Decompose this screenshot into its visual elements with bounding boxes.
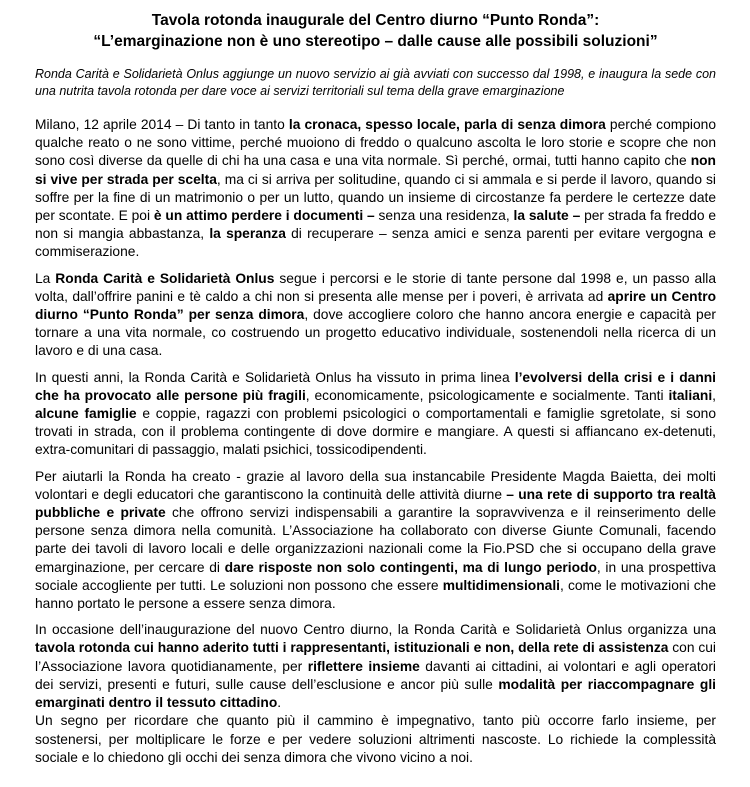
bold-text-run: la salute – <box>513 208 581 224</box>
paragraph-rete-supporto <box>35 468 716 614</box>
title-line-1: Tavola rotonda inaugurale del Centro diurno “Punto Ronda”: <box>151 12 600 29</box>
bold-text-run: la cronaca, spesso locale, parla di senza dimora <box>288 117 606 132</box>
text-run: davanti ai cittadini, ai volontari e agli operatori dei servizi, presenti e futuri, sulle cause dell’esclusione e ancor più sulle <box>35 658 716 692</box>
bold-text-run: dare risposte non solo contingenti, ma di lungo periodo <box>224 559 597 575</box>
text-run: La <box>35 270 56 286</box>
text-run: Milano, 12 aprile 2014 – Di tanto in tanto <box>35 117 289 132</box>
bold-text-run: tavola rotonda cui hanno aderito tutti i rappresentanti, istituzionali e non, della rete di assistenza <box>35 640 669 656</box>
bold-text-run: alcune famiglie <box>35 406 137 422</box>
text-run: , <box>712 387 716 403</box>
text-run: , economicamente, psicologicamente e socialmente. Tanti <box>305 387 669 403</box>
bold-text-run: non si vive per strada per scelta <box>35 153 716 187</box>
title-line-2: “L’emarginazione non è uno stereotipo – dalle cause alle possibili soluzioni” <box>93 33 658 50</box>
text-run: e coppie, ragazzi con problemi psicologici o comportamentali e famiglie sgretolate, si sono trovati in strada, con il problema contingente di dove dormire e mangiare. A questi si affiancano ex-detenuti, extra-comunitari di passaggio, malati psichici, tossicodipendenti. <box>35 406 716 458</box>
text-run: di recuperare – senza amici e senza parenti per evitare vergogna e commiserazione. <box>35 226 717 260</box>
bold-text-run: riflettere insieme <box>307 658 420 674</box>
text-run: con cui l’Associazione lavora quotidianamente, per <box>35 640 716 674</box>
paragraph-tavola-rotonda <box>35 621 716 712</box>
bold-text-run: la speranza <box>209 226 286 242</box>
text-run: , ma ci si arriva per solitudine, quando ci si ammala e si perde il lavoro, quando si soffre per la fine di un matrimonio o per un lutto, quando un insieme di circostanze fa perdere le certezze date per scontate. E poi <box>35 171 716 224</box>
bold-text-run: – una rete di supporto tra realtà pubbliche e private <box>35 486 716 521</box>
paragraph-crisi <box>35 369 716 460</box>
text-run: In questi anni, la Ronda Carità e Solidarietà Onlus ha vissuto in prima linea <box>35 369 515 385</box>
text-run: , come le motivazioni che hanno portato le persone a essere senza dimora. <box>35 577 716 612</box>
text-run: per strada fa freddo e non si mangia abbastanza, <box>35 208 717 242</box>
text-run: perché compiono qualche reato o ne sono vittime, perché muoiono di freddo o qualcuno ascolta le loro storie e scopre che non sono così diverse da quelle di chi ha una casa e una vita normale. Sì perché, ormai, tutti hanno capito che <box>35 117 716 169</box>
document-subtitle: Ronda Carità e Solidarietà Onlus aggiunge un nuovo servizio ai già avviati con successo dal 1998, e inaugura la sede con una nutrita tavola rotonda per dare voce ai servizi territoriali sul tema della grave emarginazione <box>35 67 716 98</box>
text-run: Un segno per ricordare che quanto più il cammino è impegnativo, tanto più occorre farlo insieme, per sostenersi, per moltiplicare le forze e per vedere soluzioni altrimenti nascoste. Lo richiede la complessità sociale e lo chiedono gli occhi dei senza dimora che vivono vicino a noi. <box>35 713 716 765</box>
bold-text-run: è un attimo perdere i documenti – <box>153 208 375 224</box>
text-run: , dove accogliere coloro che hanno ancora energie e capacità per tornare a una vita normale, co costruendo un progetto educativo individuale, sostenendoli nella ricerca di un lavoro e di una casa. <box>35 307 716 359</box>
bold-text-run: italiani <box>668 387 713 403</box>
paragraph-un-segno <box>35 712 716 767</box>
text-run: che offrono servizi indispensabili a garantire la sopravvivenza e il reinserimento delle persone senza dimora nella comunità. L’Associazione ha collaborato con diverse Giunte Comunali, facendo parte dei tavoli di lavoro locali e delle organizzazioni nazionali come la Fio.PSD che si occupano della grave emarginazione, per cercare di <box>35 505 716 575</box>
text-run: . <box>277 695 282 711</box>
text-run: senza una residenza, <box>374 208 514 224</box>
bold-text-run: Ronda Carità e Solidarietà Onlus <box>55 270 275 286</box>
paragraph-ronda-onlus <box>35 270 716 361</box>
text-run: , in una prospettiva sociale accogliente per tutti. Le soluzioni non possono che essere <box>35 559 716 593</box>
bold-text-run: multidimensionali <box>442 577 560 593</box>
text-run: Per aiutarli la Ronda ha creato - grazie al lavoro della sua instancabile Presidente Magda Baietta, dei molti volontari e degli educatori che garantiscono la continuità delle attività diurne <box>35 468 716 502</box>
bold-text-run: aprire un Centro diurno “Punto Ronda” per senza dimora <box>35 288 716 323</box>
bold-text-run: modalità per riaccompagnare gli emarginati dentro il tessuto cittadino <box>35 676 716 711</box>
text-run: segue i percorsi e le storie di tante persone dal 1998 e, un passo alla volta, dall’offrire panini e tè caldo a chi non si presenta alle mense per i poveri, è arrivata ad <box>35 270 716 304</box>
bold-text-run: l’evolversi della crisi e i danni che ha provocato alle persone più fragili <box>35 369 717 403</box>
paragraph-cronaca <box>35 116 716 262</box>
document-title <box>35 10 716 52</box>
text-run: In occasione dell’inaugurazione del nuovo Centro diurno, la Ronda Carità e Solidarietà Onlus organizza una <box>35 622 716 638</box>
